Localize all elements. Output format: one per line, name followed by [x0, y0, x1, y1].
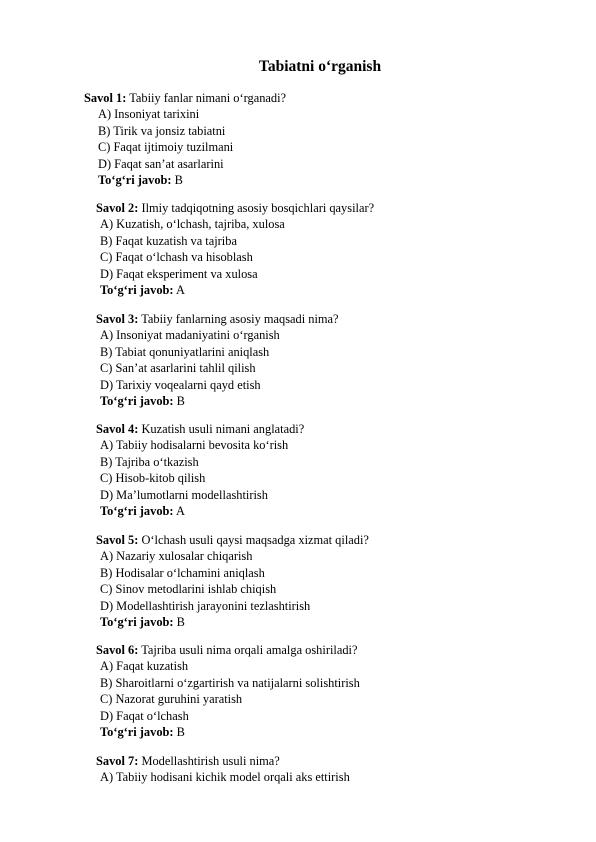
question-label: Savol 1: — [84, 91, 127, 105]
answer-value: B — [174, 173, 183, 188]
question-label: Savol 3: — [96, 312, 139, 326]
answer-label: To‘g‘ri javob: — [100, 615, 174, 630]
correct-answer — [96, 393, 339, 409]
option-b: B) Hodisalar o‘lchamini aniqlash — [100, 565, 265, 580]
question-label: Savol 6: — [96, 643, 139, 657]
question-header — [96, 311, 339, 327]
option-d: D) Faqat o‘lchash — [100, 708, 189, 723]
answer-label: To‘g‘ri javob: — [100, 504, 174, 519]
option-c: C) Nazorat guruhini yaratish — [100, 692, 243, 707]
question-text: Ilmiy tadqiqotning asosiy bosqichlari qaysilar? — [141, 201, 375, 215]
question-6 — [96, 642, 360, 740]
option-c: C) Sinov metodlarini ishlab chiqish — [100, 582, 277, 597]
answer-label: To‘g‘ri javob: — [98, 173, 172, 188]
option-a: A) Nazariy xulosalar chiqarish — [100, 549, 253, 564]
option-b: B) Faqat kuzatish va tajriba — [100, 233, 237, 248]
question-label: Savol 7: — [96, 754, 139, 768]
question-7 — [96, 753, 350, 786]
question-label: Savol 5: — [96, 533, 139, 547]
option-a: A) Insoniyat madaniyatini o‘rganish — [100, 328, 280, 343]
option-d: D) Faqat san’at asarlarini — [98, 156, 224, 171]
question-text: Tabiiy fanlarning asosiy maqsadi nima? — [141, 312, 339, 326]
option-a: A) Faqat kuzatish — [100, 659, 189, 674]
question-4 — [96, 421, 304, 519]
correct-answer — [96, 614, 369, 630]
question-header — [84, 90, 286, 106]
answer-value: B — [176, 394, 185, 409]
correct-answer — [96, 282, 374, 298]
option-c: C) Hisob-kitob qilish — [100, 471, 206, 486]
option-b: B) Tajriba o‘tkazish — [100, 454, 199, 469]
answer-label: To‘g‘ri javob: — [100, 394, 174, 409]
question-header — [96, 642, 360, 658]
correct-answer — [96, 724, 360, 740]
answer-value: A — [175, 504, 185, 519]
option-b: B) Tabiat qonuniyatlarini aniqlash — [100, 344, 270, 359]
question-5 — [96, 532, 369, 630]
question-2 — [96, 200, 374, 298]
option-c: C) San’at asarlarini tahlil qilish — [100, 361, 256, 376]
question-text: Modellashtirish usuli nima? — [141, 754, 280, 768]
question-header — [96, 753, 350, 769]
option-a: A) Tabiiy hodisalarni bevosita ko‘rish — [100, 438, 289, 453]
option-a: A) Insoniyat tarixini — [98, 107, 200, 122]
option-c: C) Faqat o‘lchash va hisoblash — [100, 250, 253, 265]
question-1 — [84, 90, 286, 188]
question-label: Savol 2: — [96, 201, 139, 215]
answer-value: B — [176, 725, 185, 740]
page-title: Tabiatni o‘rganish — [258, 58, 382, 75]
option-b: B) Sharoitlarni o‘zgartirish va natijalarni solishtirish — [100, 675, 360, 690]
question-header — [96, 532, 369, 548]
question-text: O‘lchash usuli qaysi maqsadga xizmat qiladi? — [141, 533, 369, 547]
question-text: Kuzatish usuli nimani anglatadi? — [141, 422, 305, 436]
answer-value: B — [176, 615, 185, 630]
question-header — [96, 200, 374, 216]
question-label: Savol 4: — [96, 422, 139, 436]
option-d: D) Faqat eksperiment va xulosa — [100, 266, 258, 281]
question-text: Tabiiy fanlar nimani o‘rganadi? — [129, 91, 287, 105]
correct-answer — [84, 172, 286, 188]
answer-value: A — [175, 283, 185, 298]
option-d: D) Ma’lumotlarni modellashtirish — [100, 487, 268, 502]
question-header — [96, 421, 304, 437]
correct-answer — [96, 503, 304, 519]
option-a: A) Kuzatish, o‘lchash, tajriba, xulosa — [100, 217, 285, 232]
answer-label: To‘g‘ri javob: — [100, 283, 174, 298]
option-d: D) Tarixiy voqealarni qayd etish — [100, 377, 261, 392]
option-a: A) Tabiiy hodisani kichik model orqali aks ettirish — [100, 770, 350, 785]
answer-label: To‘g‘ri javob: — [100, 725, 174, 740]
option-c: C) Faqat ijtimoiy tuzilmani — [98, 140, 234, 155]
option-d: D) Modellashtirish jarayonini tezlashtirish — [100, 598, 311, 613]
question-text: Tajriba usuli nima orqali amalga oshiriladi? — [141, 643, 358, 657]
question-3 — [96, 311, 339, 409]
option-b: B) Tirik va jonsiz tabiatni — [98, 123, 226, 138]
